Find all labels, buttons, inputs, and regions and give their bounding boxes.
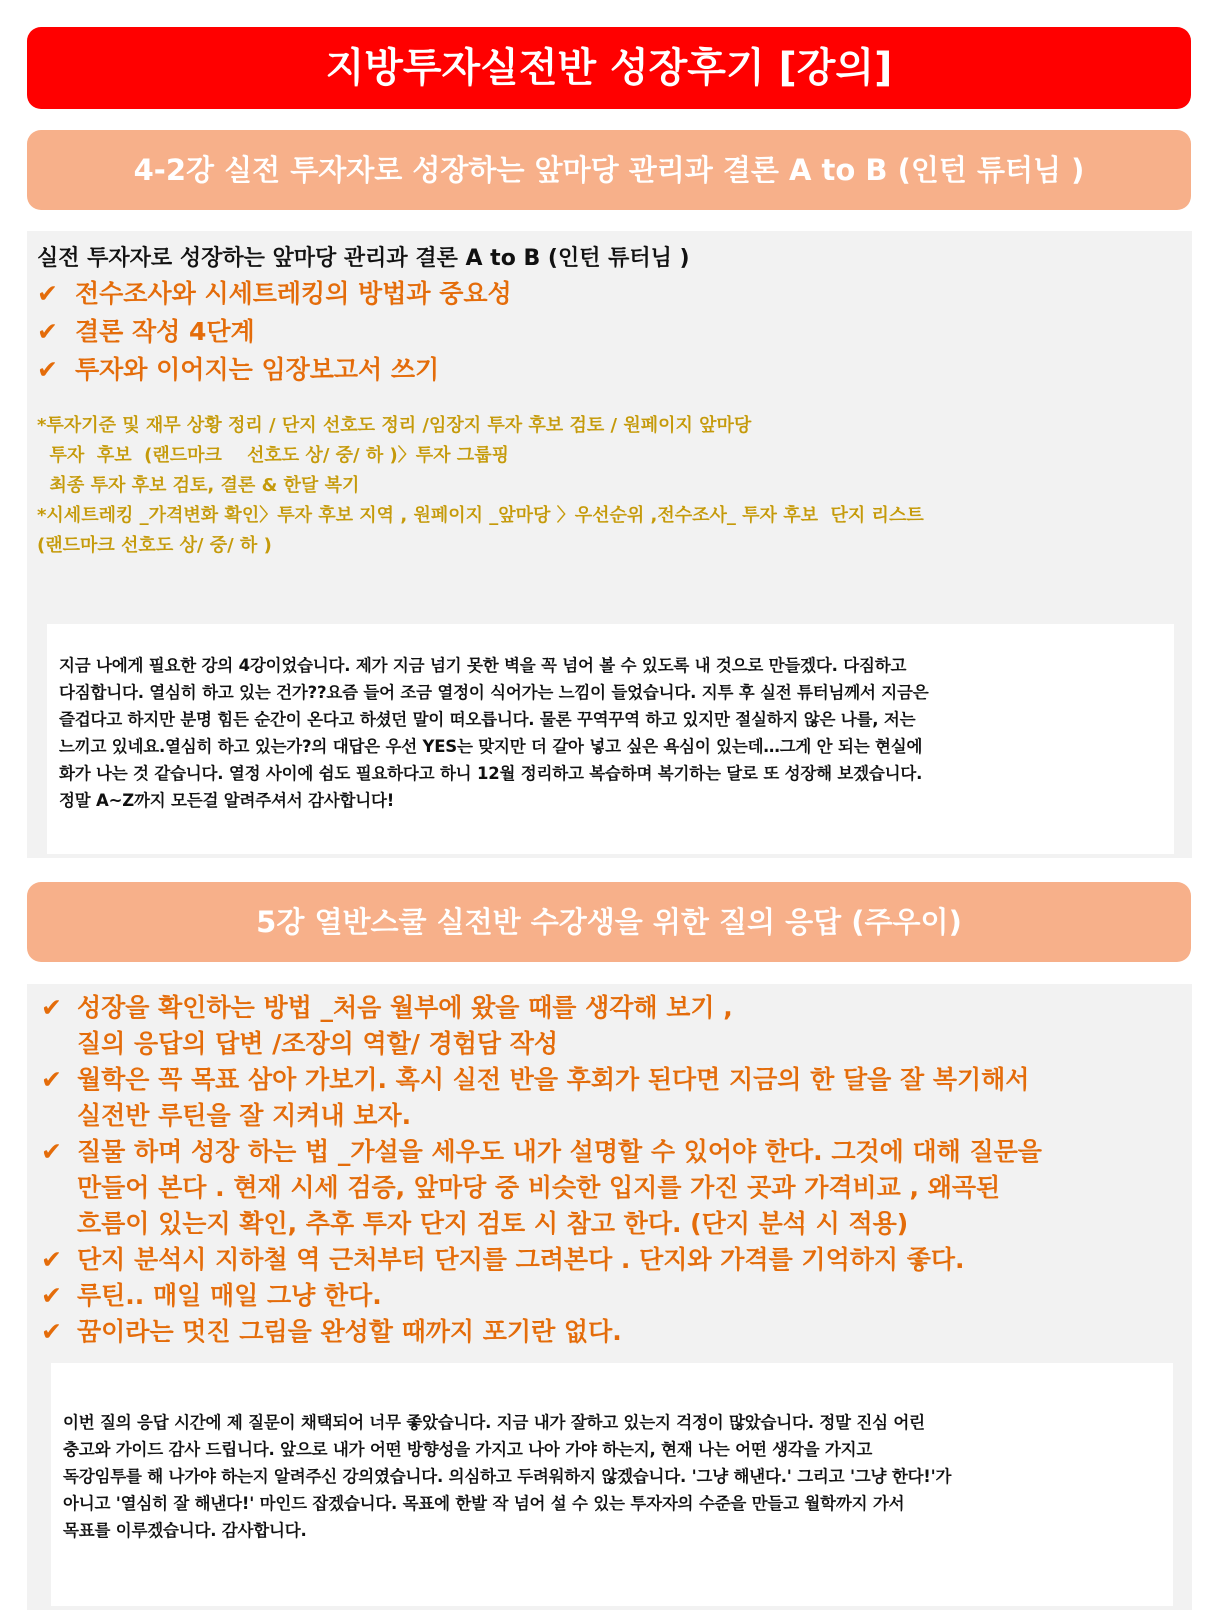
- check-item-line: 흐름이 있는지 확인, 추후 투자 단지 검토 시 참고 한다. (단지 분석 시 적용): [77, 1209, 909, 1238]
- check-item-text: 결론 작성 4단계: [75, 317, 255, 346]
- section2-check-list: [41, 990, 1042, 1350]
- check-list-item: [41, 1242, 1042, 1278]
- section1-check-list: [37, 275, 512, 389]
- review-line: 목표를 이루겠습니다. 감사합니다.: [63, 1521, 307, 1540]
- check-item-text: 전수조사와 시세트레킹의 방법과 중요성: [75, 279, 512, 308]
- check-list-item: [37, 351, 512, 389]
- check-icon: ✔: [41, 1317, 62, 1346]
- page-title-banner: [27, 27, 1191, 109]
- review-line: 지금 나에게 필요한 강의 4강이었습니다. 제가 지금 넘기 못한 벽을 꼭 넘어 볼 수 있도록 내 것으로 만들겠다. 다짐하고: [59, 656, 907, 675]
- check-icon: ✔: [41, 1281, 62, 1310]
- review-line: 화가 나는 것 같습니다. 열정 사이에 쉼도 필요하다고 하니 12월 정리하고 복습하며 복기하는 달로 또 성장해 보겠습니다.: [59, 764, 923, 783]
- check-list-item: [41, 990, 1042, 1062]
- check-icon: ✔: [41, 1065, 62, 1094]
- review-line: 정말 A~Z까지 모든걸 알려주셔서 감사합니다!: [59, 791, 395, 810]
- review-line: 즐겁다고 하지만 분명 힘든 순간이 온다고 하셨던 말이 떠오릅니다. 물론 꾸역꾸역 하고 있지만 절실하지 않은 나를, 저는: [59, 710, 916, 729]
- check-item-line: 단지 분석시 지하철 역 근처부터 단지를 그려본다 . 단지와 가격를 기억하지 좋다.: [77, 1245, 965, 1274]
- section1-title: 4-2강 실전 투자자로 성장하는 앞마당 관리과 결론 A to B (인턴 튜터님 ): [133, 153, 1085, 187]
- section1-notes: [37, 411, 924, 561]
- section2-title: 5강 열반스쿨 실전반 수강생을 위한 질의 응답 (주우이): [256, 905, 962, 939]
- note-line: *시세트레킹 _가격변화 확인〉투자 후보 지역 , 원페이지 _앞마당 〉우선순위 ,전수조사_ 투자 후보 단지 리스트: [37, 505, 924, 526]
- check-item-line: 실전반 루틴을 잘 지켜내 보자.: [77, 1101, 412, 1130]
- check-list-item: [41, 1278, 1042, 1314]
- check-list-item: [41, 1314, 1042, 1350]
- check-icon: ✔: [37, 279, 58, 308]
- check-list-item: [41, 1062, 1042, 1134]
- review-line: 이번 질의 응답 시간에 제 질문이 채택되어 너무 좋았습니다. 지금 내가 잘하고 있는지 걱정이 많았습니다. 정말 진심 어린: [63, 1413, 925, 1432]
- note-line: (랜드마크 선호도 상/ 중/ 하 ): [37, 535, 272, 556]
- section1-panel: [27, 231, 1192, 858]
- review-line: 아니고 '열심히 잘 해낸다!' 마인드 잡겠습니다. 목표에 한발 작 넘어 설 수 있는 투자자의 수준을 만들고 월학까지 가서: [63, 1494, 905, 1513]
- review-line: 독강임투를 해 나가야 하는지 알려주신 강의였습니다. 의심하고 두려워하지 않겠습니다. '그냥 해낸다.' 그리고 '그냥 한다!'가: [63, 1467, 952, 1486]
- check-item-line: 루틴.. 매일 매일 그냥 한다.: [77, 1281, 382, 1310]
- section2-panel: [27, 984, 1192, 1610]
- note-line: 최종 투자 후보 검토, 결론 & 한달 복기: [37, 475, 360, 496]
- review-line: 느끼고 있네요.열심히 하고 있는가?의 대답은 우선 YES는 맞지만 더 갈아 넣고 싶은 욕심이 있는데…그게 안 되는 현실에: [59, 737, 923, 756]
- check-icon: ✔: [37, 355, 58, 384]
- check-list-item: [37, 275, 512, 313]
- note-line: 투자 후보 (랜드마크 선호도 상/ 중/ 하 )〉투자 그룹핑: [37, 445, 509, 466]
- check-list-item: [37, 313, 512, 351]
- section1-banner: [27, 130, 1191, 210]
- check-list-item: [41, 1134, 1042, 1242]
- check-icon: ✔: [41, 1245, 62, 1274]
- check-icon: ✔: [37, 317, 58, 346]
- check-icon: ✔: [41, 1137, 62, 1166]
- check-icon: ✔: [41, 993, 62, 1022]
- review-line: 충고와 가이드 감사 드립니다. 앞으로 내가 어떤 방향성을 가지고 나아 가야 하는지, 현재 나는 어떤 생각을 가지고: [63, 1440, 873, 1459]
- note-line: *투자기준 및 재무 상황 정리 / 단지 선호도 정리 /임장지 투자 후보 검토 / 원페이지 앞마당: [37, 415, 752, 436]
- section1-review-box: [47, 624, 1174, 854]
- check-item-line: 질물 하며 성장 하는 법 _가설을 세우도 내가 설명할 수 있어야 한다. 그것에 대해 질문을: [77, 1137, 1042, 1166]
- check-item-line: 성장을 확인하는 방법 _처음 월부에 왔을 때를 생각해 보기 ,: [77, 993, 733, 1022]
- check-item-line: 꿈이라는 멋진 그림을 완성할 때까지 포기란 없다.: [77, 1317, 622, 1346]
- check-item-line: 만들어 본다 . 현재 시세 검증, 앞마당 중 비슷한 입지를 가진 곳과 가격비교 , 왜곡된: [77, 1173, 1001, 1202]
- section2-review-box: [51, 1363, 1173, 1606]
- section1-subtitle: 실전 투자자로 성장하는 앞마당 관리과 결론 A to B (인턴 튜터님 ): [37, 246, 690, 271]
- check-item-text: 투자와 이어지는 임장보고서 쓰기: [75, 355, 440, 384]
- page-title: 지방투자실전반 성장후기 [강의]: [325, 45, 893, 91]
- check-item-line: 질의 응답의 답변 /조장의 역할/ 경험담 작성: [77, 1029, 559, 1058]
- section2-banner: [27, 882, 1191, 962]
- check-item-line: 월학은 꼭 목표 삼아 가보기. 혹시 실전 반을 후회가 된다면 지금의 한 달을 잘 복기해서: [77, 1065, 1030, 1094]
- review-line: 다짐합니다. 열심히 하고 있는 건가??요즘 들어 조금 열정이 식어가는 느낌이 들었습니다. 지투 후 실전 튜터님께서 지금은: [59, 683, 929, 702]
